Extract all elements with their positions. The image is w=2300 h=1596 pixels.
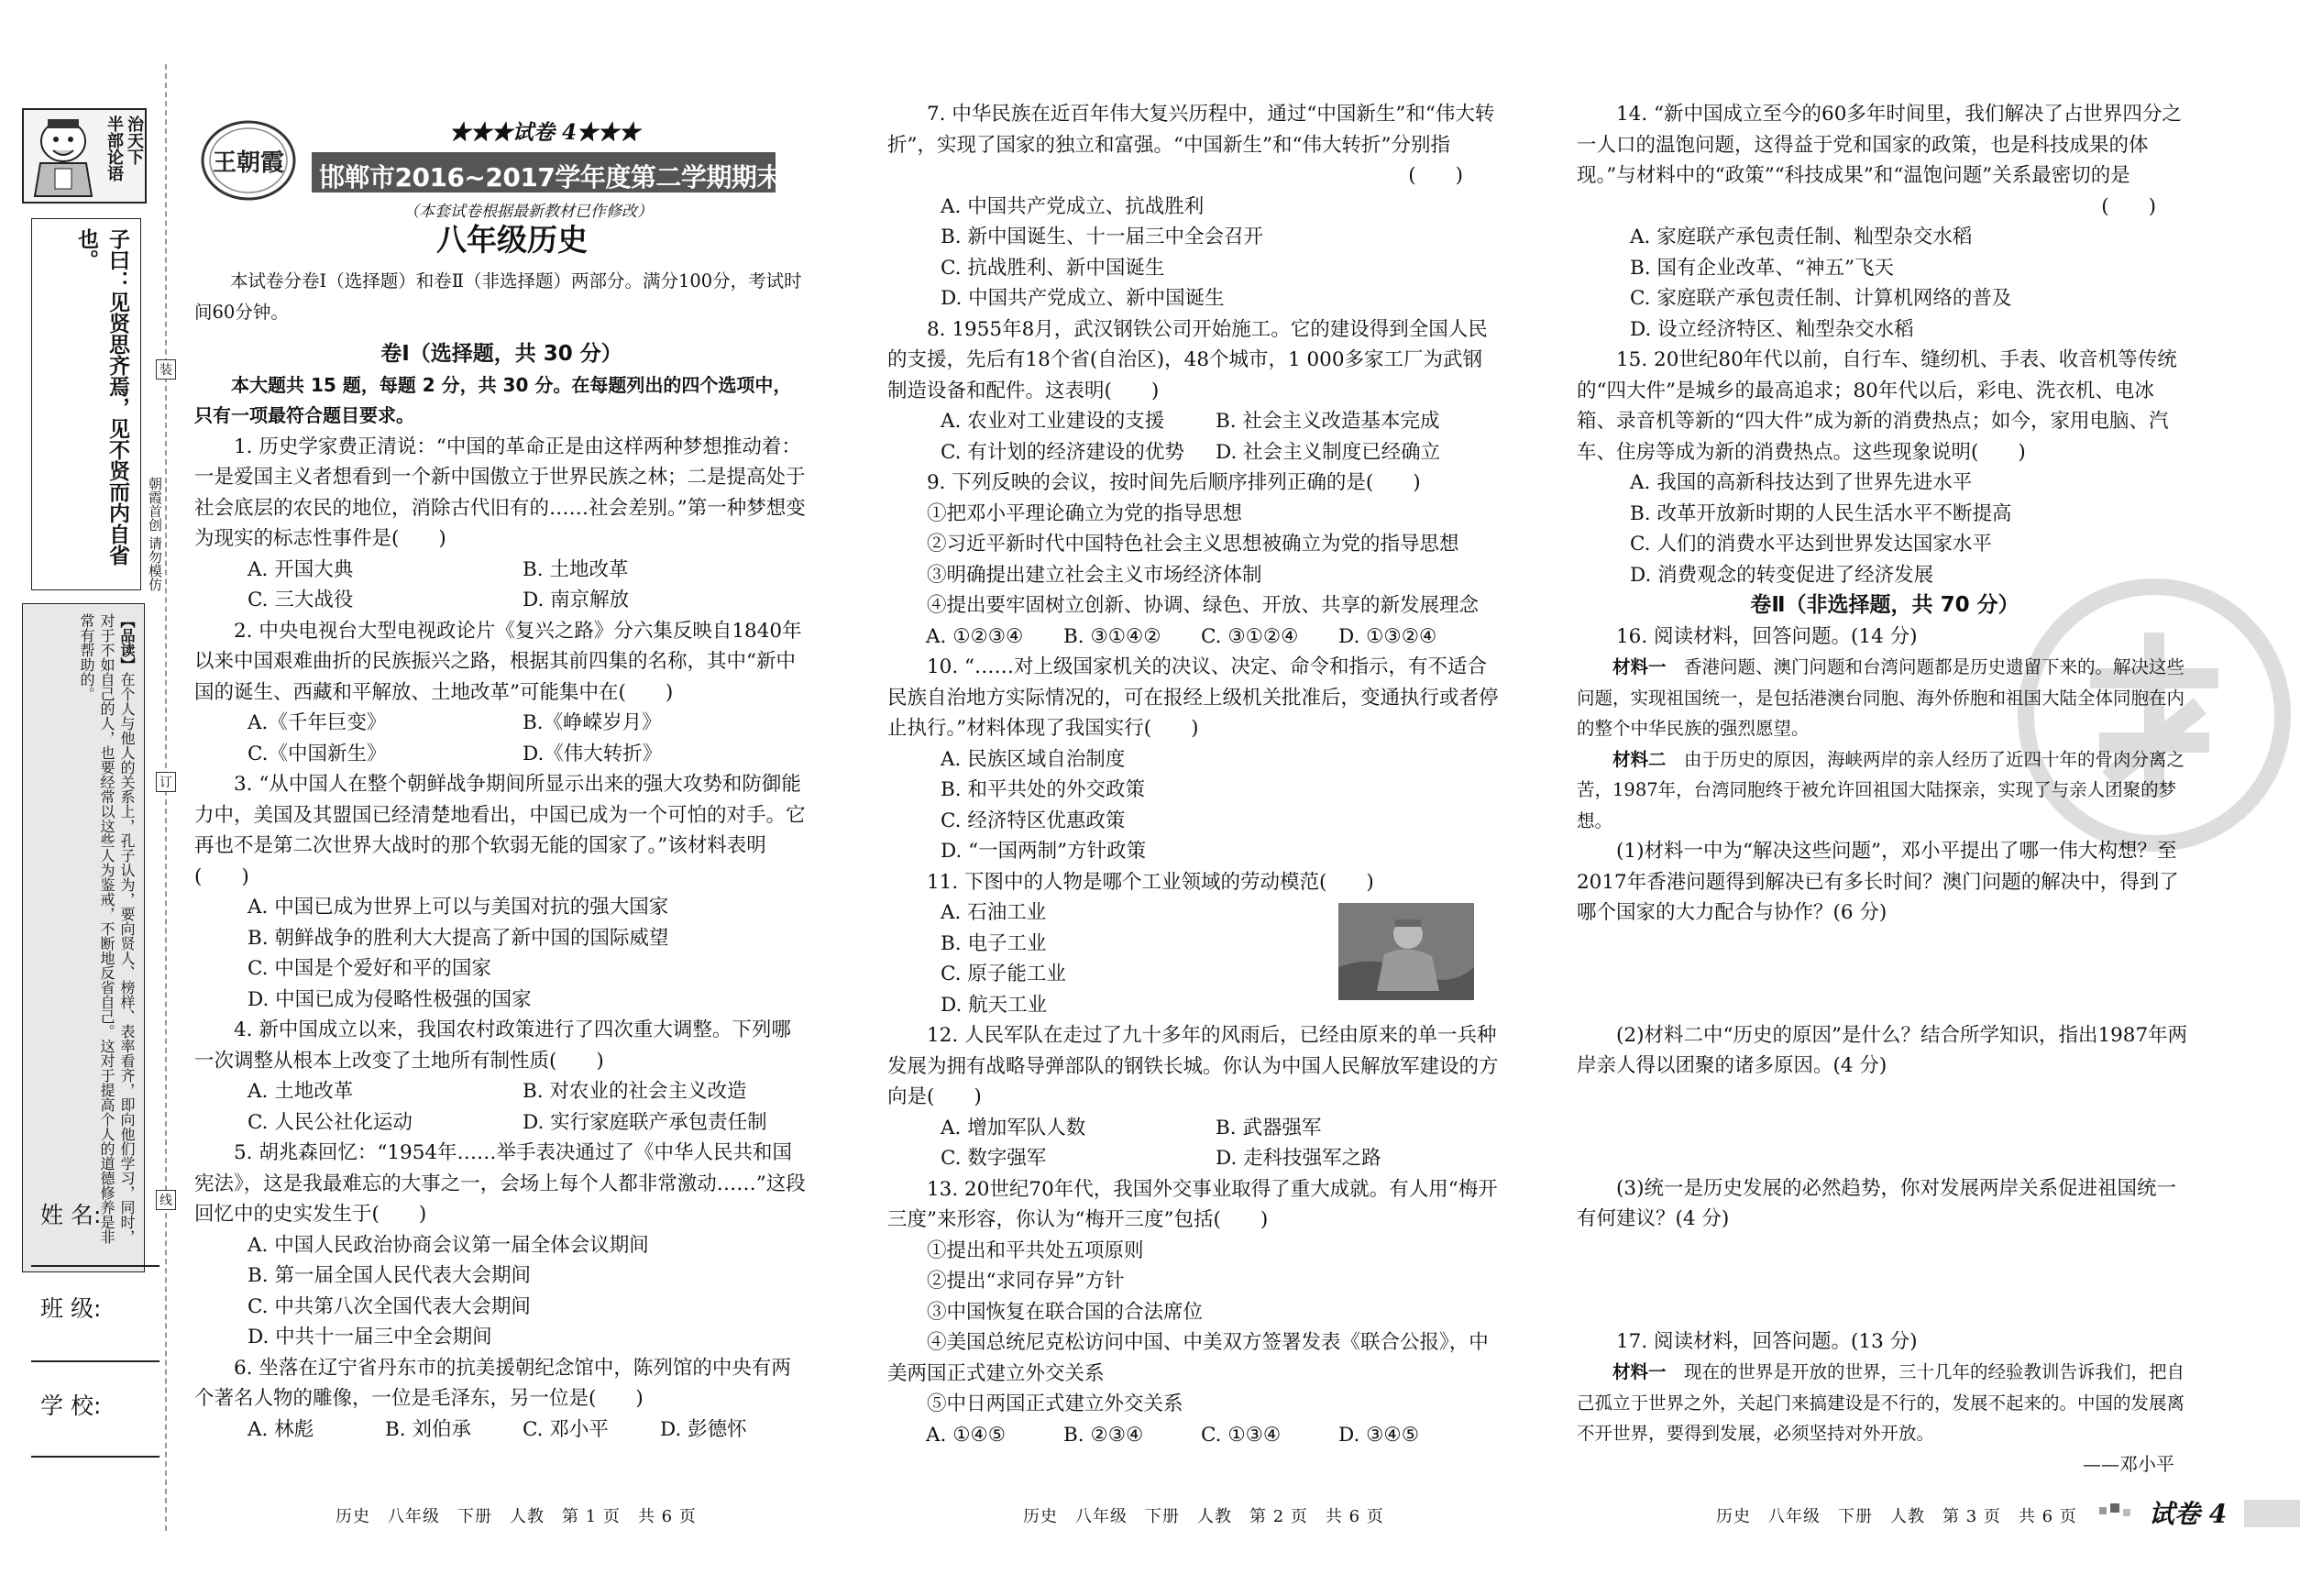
option[interactable]: B. ②③④ <box>1063 1423 1144 1447</box>
q9-item: ①把邓小平理论确立为党的指导思想 <box>927 501 1243 525</box>
option[interactable]: C. 家庭联产承包责任制、计算机网络的普及 <box>1630 287 2012 310</box>
side-note: 朝霞首创 请勿模仿 <box>147 477 163 591</box>
option[interactable]: C. 中国是个爱好和平的国家 <box>248 957 491 980</box>
option[interactable]: B. 改革开放新时期的人民生活水平不断提高 <box>1630 501 2012 525</box>
footer-page-3: 历史 八年级 下册 人教 第 3 页 共 6 页 <box>1716 1507 2077 1526</box>
exam-subtitle: （本套试卷根据最新教材已作修改） <box>403 203 653 221</box>
option[interactable]: D. 中国共产党成立、新中国诞生 <box>941 287 1225 310</box>
option[interactable]: A. 增加军队人数 <box>941 1116 1086 1139</box>
option[interactable]: C. 邓小平 <box>523 1417 609 1441</box>
option[interactable]: D. 消费观念的转变促进了经济发展 <box>1630 563 1934 587</box>
q16-answer-space-3[interactable] <box>1577 1235 2193 1326</box>
option[interactable]: A. 民族区域自治制度 <box>941 747 1126 771</box>
q6-stem: 6. 坐落在辽宁省丹东市的抗美援朝纪念馆中，陈列馆的中央有两个著名人物的雕像，一位是毛泽东，另一位是( ) <box>194 1356 791 1410</box>
q5-stem: 5. 胡兆森回忆：“1954年……举手表决通过了《中华人民共和国宪法》，这是我最难忘的大事之一，会场上每个人都非常激动……”这段回忆中的史实发生于( ) <box>194 1141 806 1226</box>
corner-bar <box>2244 1500 2300 1527</box>
q13-item: ①提出和平共处五项原则 <box>927 1238 1144 1262</box>
option[interactable]: C. ①③④ <box>1201 1423 1282 1447</box>
option[interactable]: C. ③①②④ <box>1201 624 1299 648</box>
q1-options-row1 <box>194 555 809 586</box>
motto-text-2: 治天下 <box>125 116 144 165</box>
option[interactable]: A. ①②③④ <box>926 624 1024 648</box>
option[interactable]: B. 朝鲜战争的胜利大大提高了新中国的国际威望 <box>248 926 669 950</box>
q13-item: ④美国总统尼克松访问中国、中美双方签署发表《联合公报》，中美两国正式建立外交关系 <box>887 1331 1489 1385</box>
part1-title: 卷Ⅰ（选择题，共 30 分） <box>380 342 622 366</box>
option[interactable]: C. 抗战胜利、新中国诞生 <box>941 256 1165 280</box>
option[interactable]: C. 人民公社化运动 <box>248 1110 413 1134</box>
q8-stem: 8. 1955年8月，武汉钢铁公司开始施工。它的建设得到全国人民的支援，先后有18个省(自治区)，48个城市，1 000多家工厂为武钢制造设备和配件。这表明( ) <box>887 317 1488 402</box>
q9-item: ③明确提出建立社会主义市场经济体制 <box>927 563 1262 587</box>
option[interactable]: A. 开国大典 <box>248 557 354 581</box>
option[interactable]: B. 社会主义改造基本完成 <box>1216 410 1440 433</box>
class-field-label: 班 级: <box>40 1295 102 1322</box>
logo-text: 王朝霞 <box>212 149 285 177</box>
q11-stem: 11. 下图中的人物是哪个工业领域的劳动模范( ) <box>927 870 1374 894</box>
option[interactable]: A. 中国已成为世界上可以与美国对抗的强大国家 <box>248 896 669 919</box>
confucius-cartoon-icon <box>28 114 99 198</box>
q16-subq-3: (3)统一是历史发展的必然趋势，你对发展两岸关系促进祖国统一有何建议？(4 分) <box>1577 1176 2176 1230</box>
q14-paren: ( ) <box>2101 194 2156 218</box>
option[interactable]: D. 中共十一届三中全会期间 <box>248 1326 492 1348</box>
option[interactable]: D. 南京解放 <box>523 589 630 611</box>
option[interactable]: B. 第一届全国人民代表大会期间 <box>248 1264 531 1287</box>
exam-title: 邯郸市2016~2017学年度第二学期期末考试试卷 <box>319 162 883 193</box>
q9-stem: 9. 下列反映的会议，按时间先后顺序排列正确的是( ) <box>927 471 1421 494</box>
q13-stem: 13. 20世纪70年代，我国外交事业取得了重大成就。有人用“梅开三度”来形容，你认为“梅开三度”包括( ) <box>887 1177 1498 1231</box>
q13-item: ⑤中日两国正式建立外交关系 <box>927 1392 1183 1415</box>
option[interactable]: B. 对农业的社会主义改造 <box>523 1080 747 1103</box>
column-1 <box>194 266 809 1445</box>
q16-subq-1: (1)材料一中为“解决这些问题”，邓小平提出了哪一伟大构想？至2017年香港问题得到解决已有多长时间？澳门问题的解决中，得到了哪个国家的大力配合与协作？(6 分) <box>1577 840 2179 924</box>
option[interactable]: A. 中国人民政治协商会议第一届全体会议期间 <box>248 1233 649 1257</box>
q17-material-1: 材料一 现在的世界是开放的世界，三十几年的经验教训告诉我们，把自己孤立于世界之外，关起门来搞建设是不行的，发展不起来的。中国的发展离不开世界，要得到发展，必须坚持对外开放。 <box>1577 1361 2185 1444</box>
part2-title: 卷Ⅱ（非选择题，共 70 分） <box>1750 593 2019 617</box>
school-field-line[interactable] <box>31 1456 160 1458</box>
option[interactable]: C. 原子能工业 <box>941 963 1066 985</box>
q16-answer-space-1[interactable] <box>1577 929 2193 1020</box>
column-3 <box>1577 99 2193 1480</box>
column-2 <box>887 99 1500 1450</box>
q16-answer-space-2[interactable] <box>1577 1082 2193 1173</box>
option[interactable]: A. 中国共产党成立、抗战胜利 <box>941 194 1205 218</box>
q8-options-row1 <box>887 406 1500 437</box>
footer-page-2: 历史 八年级 下册 人教 第 2 页 共 6 页 <box>1023 1507 1384 1526</box>
option[interactable]: D. 实行家庭联产承包责任制 <box>523 1110 767 1134</box>
q9-item: ④提出要牢固树立创新、协调、绿色、开放、共享的新发展理念 <box>927 594 1480 617</box>
q16-material-2: 材料二 由于历史的原因，海峡两岸的亲人经历了近四十年的骨肉分离之苦，1987年，台湾同胞终于被允许回祖国大陆探亲，实现了与亲人团聚的梦想。 <box>1577 748 2185 831</box>
q4-stem: 4. 新中国成立以来，我国农村政策进行了四次重大调整。下列哪一次调整从根本上改变了土地所有制性质( ) <box>194 1018 791 1073</box>
q13-options <box>887 1420 1500 1451</box>
q7-paren: ( ) <box>1408 164 1463 187</box>
option[interactable]: D.《伟大转折》 <box>523 742 663 765</box>
q2-options-row2 <box>194 739 809 770</box>
q2-stem: 2. 中央电视台大型电视政论片《复兴之路》分六集反映自1840年以来中国艰难曲折的民族振兴之路，根据其前四集的名称，其中“新中国的诞生、西藏和平解放、土地改革”可能集中在( ) <box>194 619 802 704</box>
option[interactable]: A. 农业对工业建设的支援 <box>941 410 1165 433</box>
option[interactable]: B. 新中国诞生、十一届三中全会召开 <box>941 226 1263 248</box>
option[interactable]: B. 土地改革 <box>523 557 629 581</box>
q8-options-row2 <box>887 437 1500 468</box>
q12-options-row1 <box>887 1113 1500 1144</box>
name-field-line[interactable] <box>31 1265 160 1267</box>
subject-title: 八年级历史 <box>436 222 588 258</box>
option[interactable]: A. 林彪 <box>248 1417 314 1441</box>
option[interactable]: D. 航天工业 <box>941 993 1048 1017</box>
instructions: 本试卷分卷Ⅰ（选择题）和卷Ⅱ（非选择题）两部分。满分100分，考试时间60分钟。 <box>194 270 802 323</box>
seal-mark-zhuang: 装 <box>156 359 176 380</box>
seal-mark-xian: 线 <box>156 1190 176 1210</box>
option[interactable]: D. “一国两制”方针政策 <box>941 840 1147 863</box>
commentary-box <box>22 603 145 1272</box>
option[interactable]: B. 国有企业改革、“神五”飞天 <box>1630 256 1894 280</box>
q3-stem: 3. “从中国人在整个朝鲜战争期间所显示出来的强大攻势和防御能力中，美国及其盟国已经清楚地看出，中国已成为一个可怕的对手。它再也不是第二次世界大战时的那个软弱无能的国家了。”该材料表明( ) <box>194 773 806 888</box>
q2-options-row1 <box>194 708 809 739</box>
option[interactable]: B. 刘伯承 <box>385 1417 471 1441</box>
seal-mark-ding: 订 <box>156 772 176 792</box>
q16-material-1: 材料一 香港问题、澳门问题和台湾问题都是历史遗留下来的。解决这些问题，实现祖国统一，是包括港澳台同胞、海外侨胞和祖国大陆全体同胞在内的整个中华民族的强烈愿望。 <box>1577 656 2185 739</box>
q13-item: ③中国恢复在联合国的合法席位 <box>927 1300 1204 1324</box>
option[interactable]: C. 中共第八次全国代表大会期间 <box>248 1294 531 1318</box>
q14-stem: 14. “新中国成立至今的60多年时间里，我们解决了占世界四分之一人口的温饱问题，这得益于党和国家的政策，也是科技成果的体现。”与材料中的“政策”“科技成果”和“温饱问题”关系最密切的是 <box>1577 103 2182 187</box>
q13-item: ②提出“求同存异”方针 <box>927 1270 1125 1293</box>
exam-badge: ★★★试卷 4★★★ <box>449 120 641 145</box>
option[interactable]: C. 数字强军 <box>941 1147 1047 1170</box>
q12-options-row2 <box>887 1143 1500 1174</box>
corner-decoration <box>2099 1500 2145 1522</box>
q16-stem: 16. 阅读材料，回答问题。(14 分) <box>1616 624 1918 648</box>
option[interactable]: D. 中国已成为侵略性极强的国家 <box>248 987 532 1011</box>
option[interactable]: B. 和平共处的外交政策 <box>941 778 1145 801</box>
confucius-quote: 子曰：见贤思齐焉，见不贤而内自省也。 <box>74 228 129 566</box>
q7-stem: 7. 中华民族在近百年伟大复兴历程中，通过“中国新生”和“伟大转折”，实现了国家的独立和富强。“中国新生”和“伟大转折”分别指 <box>887 103 1495 157</box>
option[interactable]: D. 走科技强军之路 <box>1216 1147 1381 1170</box>
option[interactable]: D. ③④⑤ <box>1338 1423 1419 1447</box>
school-field-label: 学 校: <box>40 1392 102 1419</box>
option[interactable]: C. 三大战役 <box>248 589 354 611</box>
option[interactable]: A. 土地改革 <box>248 1080 354 1103</box>
motto-text: 半部论语 <box>105 116 124 182</box>
q16-subq-2: (2)材料二中“历史的原因”是什么？结合所学知识，指出1987年两岸亲人得以团聚的诸多原因。(4 分) <box>1577 1023 2188 1077</box>
option[interactable]: A. 石油工业 <box>941 901 1047 924</box>
option[interactable]: B.《峥嵘岁月》 <box>523 711 662 734</box>
class-field-line[interactable] <box>31 1360 160 1362</box>
q11-block <box>887 897 1500 1020</box>
quote-box <box>31 218 141 590</box>
option[interactable]: A.《千年巨变》 <box>248 711 387 734</box>
q1-options-row2 <box>194 585 809 616</box>
option[interactable]: D. 社会主义制度已经确立 <box>1216 440 1441 464</box>
labor-model-photo <box>1338 903 1474 1000</box>
sidebar <box>22 108 150 1465</box>
footer-page-1: 历史 八年级 下册 人教 第 1 页 共 6 页 <box>336 1507 697 1526</box>
option[interactable]: C. 经济特区优惠政策 <box>941 809 1126 832</box>
q6-options <box>194 1414 809 1446</box>
q15-stem: 15. 20世纪80年代以前，自行车、缝纫机、手表、收音机等传统的“四大件”是城乡的最高追求；80年代以后，彩电、洗衣机、电冰箱、录音机等新的“四大件”成为新的消费热点；如今，家用电脑、汽车、住房等成为新的消费热点。这些现象说明( ) <box>1577 348 2177 464</box>
option[interactable]: C. 人们的消费水平达到世界发达国家水平 <box>1630 533 1992 556</box>
option[interactable]: A. 我国的高新科技达到了世界先进水平 <box>1630 471 1973 494</box>
q12-stem: 12. 人民军队在走过了九十多年的风雨后，已经由原来的单一兵种发展为拥有战略导弹部队的钢铁长城。你认为中国人民解放军建设的方向是( ) <box>887 1024 1499 1108</box>
q4-options-row2 <box>194 1107 809 1139</box>
option[interactable]: C.《中国新生》 <box>248 742 387 765</box>
option[interactable]: C. 有计划的经济建设的优势 <box>941 440 1184 464</box>
option[interactable]: A. ①④⑤ <box>926 1423 1007 1447</box>
commentary-text: 【品读】在个人与他人的关系上，孔子认为，要向贤人、榜样、表率看齐，即向他们学习，同时，对于不如自己的人，也要经常以这些人为鉴戒，不断地反省自己。这对于提高个人的道德修养是非常有帮助的。 <box>78 613 136 1244</box>
option[interactable]: B. 电子工业 <box>941 931 1047 955</box>
logo-icon <box>198 117 299 204</box>
q17-stem: 17. 阅读材料，回答问题。(13 分) <box>1616 1329 1918 1353</box>
q4-options-row1 <box>194 1076 809 1107</box>
option[interactable]: B. 武器强军 <box>1216 1116 1322 1139</box>
q17-attribution: ——邓小平 <box>2083 1452 2174 1475</box>
seal-line <box>165 64 167 1531</box>
motto-box <box>22 108 147 204</box>
option[interactable]: D. 彭德怀 <box>660 1417 747 1441</box>
q10-stem: 10. “……对上级国家机关的决议、决定、命令和指示，有不适合民族自治地方实际情况的，可在报经上级机关批准后，变通执行或者停止执行。”材料体现了我国实行( ) <box>887 655 1499 740</box>
q9-options <box>887 622 1500 653</box>
q1-stem: 1. 历史学家费正清说：“中国的革命正是由这样两种梦想推动着：一是爱国主义者想看到一个新中国傲立于世界民族之林；二是提高处于社会底层的农民的地位，消除古代旧有的……社会差别。”第一种梦想变为现实的标志性事件是( ) <box>194 435 806 550</box>
option[interactable]: D. 设立经济特区、籼型杂交水稻 <box>1630 317 1914 341</box>
option[interactable]: D. ①③②④ <box>1338 624 1437 648</box>
name-field-label: 姓 名: <box>40 1202 102 1228</box>
part1-intro: 本大题共 15 题，每题 2 分，共 30 分。在每题列出的四个选项中，只有一项最符合题目要求。 <box>194 373 792 426</box>
option[interactable]: A. 家庭联产承包责任制、籼型杂交水稻 <box>1630 226 1973 248</box>
q9-item: ②习近平新时代中国特色社会主义思想被确立为党的指导思想 <box>927 533 1459 556</box>
option[interactable]: B. ③①④② <box>1063 624 1161 648</box>
corner-badge: 试卷 4 <box>2149 1499 2228 1529</box>
